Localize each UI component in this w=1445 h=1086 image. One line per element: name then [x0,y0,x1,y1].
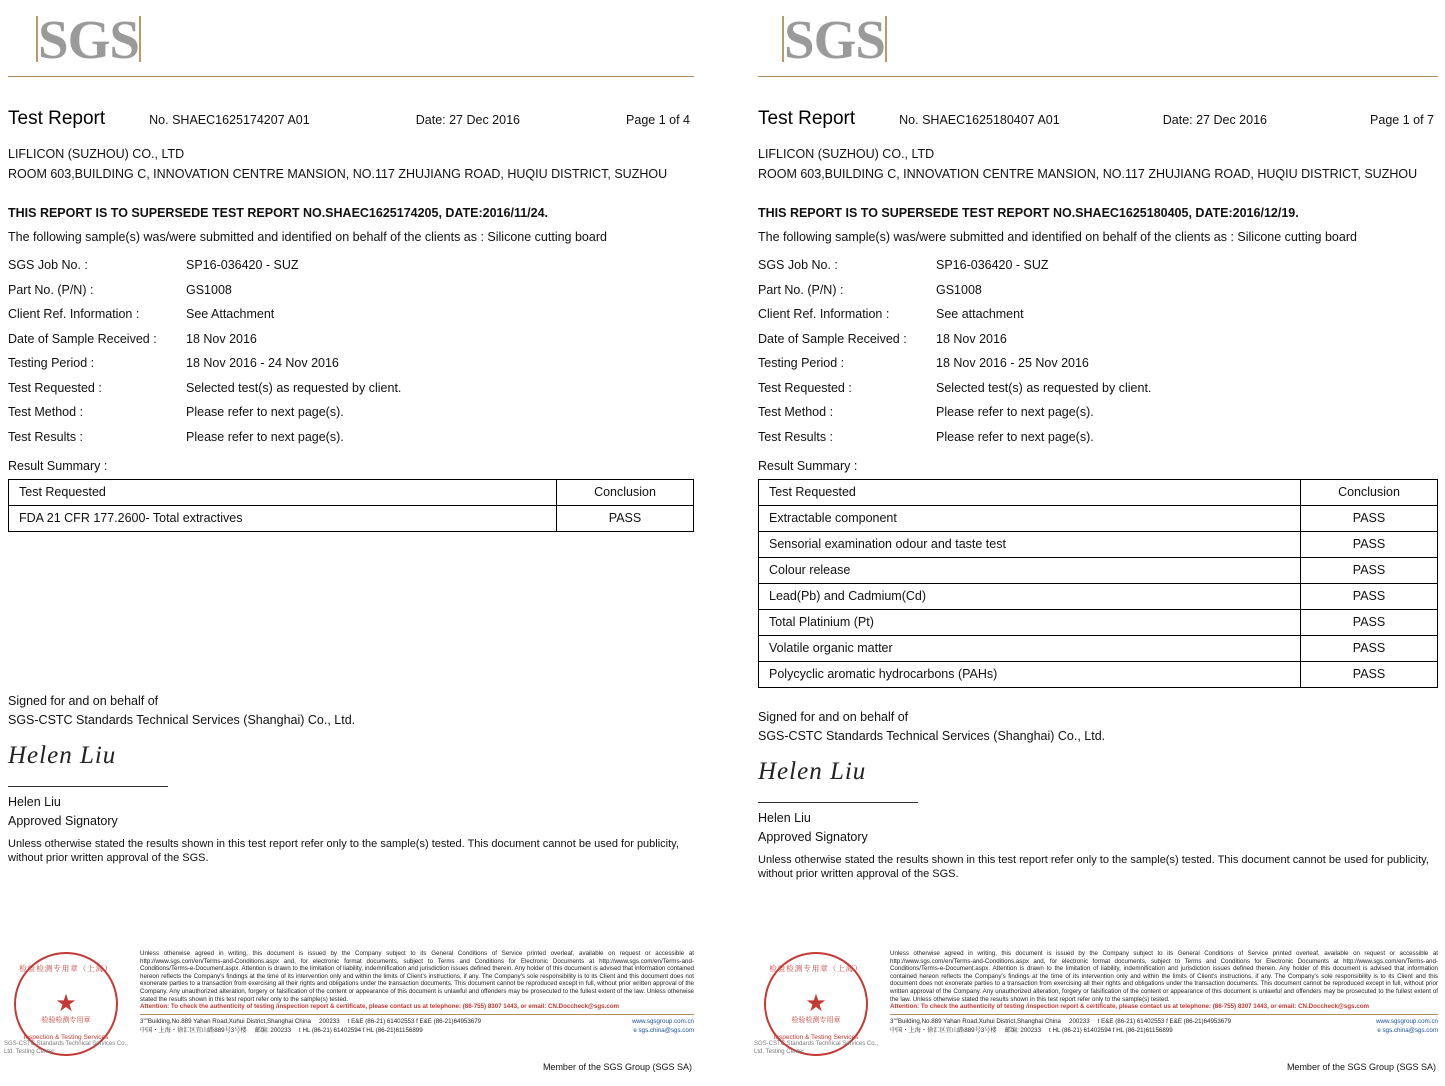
cell-test-requested: Sensorial examination odour and taste test [759,532,1301,558]
info-label: Date of Sample Received : [758,331,907,346]
table-row [759,558,1438,584]
stamp-mid-text: 检验检测专用章 [41,1017,91,1024]
disclaimer-text: Unless otherwise stated the results shown in this test report refer only to the sample(s) tested. This document cannot be used for publicity, without prior written approval of the SGS. [8,838,679,864]
info-row [8,400,694,425]
cell-test-requested: Extractable component [759,506,1301,532]
sgs-logo: SGS [780,10,889,68]
handwritten-signature: Helen Liu [758,758,867,785]
table-row [9,506,694,532]
report-meta [105,113,694,127]
signed-for-label: Signed for and on behalf of [758,710,909,724]
legal-fine-print [886,950,1438,1035]
info-value: See Attachment [186,307,275,321]
table-row [759,610,1438,636]
disclaimer-text: Unless otherwise stated the results shown in this test report refer only to the sample(s) tested. This document cannot be used for publicity, without prior written approval of the SGS. [758,854,1429,880]
signed-entity: SGS-CSTC Standards Technical Services (Shanghai) Co., Ltd. [8,713,356,727]
report-header-row [8,108,694,130]
info-label: Date of Sample Received : [8,331,157,346]
info-value: SP16-036420 - SUZ [186,258,299,272]
footer-address-cn [140,1026,694,1035]
cell-conclusion: PASS [1301,532,1438,558]
info-row [8,327,694,352]
result-summary-table [8,479,694,532]
company-stamp-icon [754,950,886,1055]
result-summary-label: Result Summary : [8,459,108,473]
signature-line [758,802,918,803]
info-row [8,376,694,401]
company-stamp-icon [4,950,136,1055]
legal-fine-print [136,950,694,1035]
report-footer [754,950,1438,1086]
info-value: Selected test(s) as requested by client. [186,380,402,395]
footer-addr-en: 3""Building,No.889 Yahan Road,Xuhui District,Shanghai China [140,1017,311,1025]
info-row [8,425,694,450]
client-block [758,144,1438,184]
report-info-list [758,253,1438,449]
sgs-logo-header [8,10,694,82]
fine-print-body: Unless otherwise agreed in writing, this document is issued by the Company subject to its General Conditions of Service printed overleaf, available on request or accessible at http://www.sgs.com/en/Terms-and-Conditions.aspx and, for electronic format documents, subject to Terms and Conditions for Electronic Documents at http://www.sgs.com/en/Terms-and-Conditions/Terms-e-Document.aspx. Attention is drawn to the limitation of liability, indemnification and jurisdiction issues defined therein. Any holder of this document is advised that information contained hereon reflects the Company's findings at the time of its intervention only and within the limits of Client's instructions, if any. The Company's sole responsibility is to its Client and this document does not exonerate parties to a transaction from exercising all their rights and obligations under the transaction documents. This document cannot be reproduced except in full, without prior written approval of the Company. Any unauthorized alteration, forgery or falsification of the content or appearance of this document is unlawful and offenders may be prosecuted to the fullest extent of the law. Unless otherwise stated the results shown in this test report refer only to the sample(s) tested. [890,950,1438,1003]
info-value: 18 Nov 2016 - 24 Nov 2016 [186,356,339,370]
report-number: No. SHAEC1625174207 A01 [149,113,310,127]
info-value: 18 Nov 2016 [936,331,1007,346]
info-value: Please refer to next page(s). [936,405,1094,419]
signature-block [758,708,1438,746]
cell-conclusion: PASS [557,506,694,532]
footer-member-note: Member of the SGS Group (SGS SA) [1286,1062,1436,1072]
info-label: SGS Job No. : [758,258,838,272]
info-value: Selected test(s) as requested by client. [936,380,1152,395]
info-row [758,302,1438,327]
info-label: Test Method : [8,405,84,419]
info-value: Please refer to next page(s). [936,429,1094,444]
signature-line [8,786,168,787]
footer-addr-cn: 中国・上海・徐汇区宜山路889号3号楼 [140,1026,247,1034]
stamp-top-text: 检验检测专用章（上海） [769,964,863,973]
table-header-row [9,480,694,506]
report-date: Date: 27 Dec 2016 [1162,113,1267,127]
footer-addr-cn: 中国・上海・徐汇区宜山路889号3号楼 [890,1026,997,1034]
info-row [758,351,1438,376]
signed-entity: SGS-CSTC Standards Technical Services (Shanghai) Co., Ltd. [758,729,1106,743]
info-label: Test Requested : [8,380,102,395]
footer-zip-en: 200233 [319,1017,340,1025]
page-number: Page 1 of 4 [626,113,690,127]
stamp-bottom-text: Inspection & Testing Services [773,1034,859,1041]
table-row [759,584,1438,610]
signed-for-label: Signed for and on behalf of [8,694,159,708]
cell-test-requested: Polycyclic aromatic hydrocarbons (PAHs) [759,662,1301,688]
footer-addr-en: 3""Building,No.889 Yahan Road,Xuhui District,Shanghai China [890,1017,1061,1025]
info-row [8,253,694,278]
info-value: 18 Nov 2016 - 25 Nov 2016 [936,356,1089,370]
stamp-edge-text: SGS-CSTC Standards Technical Services Co., Ltd. Testing Center [754,1041,878,1055]
info-label: Test Method : [758,405,834,419]
info-value: GS1008 [936,282,982,297]
table-header-row [759,480,1438,506]
cell-conclusion: PASS [1301,584,1438,610]
info-row [8,351,694,376]
footer-member-note: Member of the SGS Group (SGS SA) [542,1062,692,1072]
cell-test-requested: Total Platinium (Pt) [759,610,1301,636]
cell-conclusion: PASS [1301,506,1438,532]
footer-divider [140,1014,694,1015]
footer-website: www.sgsgroup.com.cn [632,1017,694,1025]
footer-email: e sgs.china@sgs.com [633,1026,694,1034]
info-value: 18 Nov 2016 [186,331,257,346]
report-meta [855,113,1438,127]
signatory-title: Approved Signatory [758,830,868,844]
info-row [8,302,694,327]
footer-tel-cn: t HL (86-21) 61402594 f HL (86-21)61156899 [1049,1026,1173,1034]
report-header-row [758,108,1438,130]
test-report-left [0,0,722,1086]
info-label: Client Ref. Information : [8,307,140,321]
fine-print-attention: Attention: To check the authenticity of testing /inspection report & certificate, please contact us at telephone: (86-755) 8307 1443, or email: CN.Doccheck@sgs.com [890,1003,1370,1011]
footer-zip-cn: 邮编: 200233 [254,1026,292,1034]
info-label: SGS Job No. : [8,258,88,272]
info-label: Test Requested : [758,380,852,395]
supersede-notice: THIS REPORT IS TO SUPERSEDE TEST REPORT NO.SHAEC1625180405, DATE:2016/12/19. [758,206,1299,220]
info-value: GS1008 [186,282,232,297]
footer-zip-cn: 邮编: 200233 [1004,1026,1042,1034]
report-date: Date: 27 Dec 2016 [415,113,520,127]
star-icon: ★ [55,990,77,1017]
footer-tel-en: t E&E (86-21) 61402553 f E&E (86-21)64953679 [1097,1017,1232,1025]
client-block [8,144,694,184]
info-row [758,400,1438,425]
cell-conclusion: PASS [1301,636,1438,662]
cell-conclusion: PASS [1301,610,1438,636]
logo-divider [758,76,1438,77]
sample-description: The following sample(s) was/were submitted and identified on behalf of the clients as : Silicone cutting board [8,230,607,244]
report-number: No. SHAEC1625180407 A01 [899,113,1060,127]
footer-divider [890,1014,1438,1015]
star-icon: ★ [805,990,827,1017]
test-report-right [722,0,1444,1086]
result-summary-label: Result Summary : [758,459,858,473]
signatory-title: Approved Signatory [8,814,118,828]
footer-tel-en: t E&E (86-21) 61402553 f E&E (86-21)64953679 [347,1017,482,1025]
stamp-edge-text: SGS-CSTC Standards Technical Services Co., Ltd. Testing Center [4,1041,128,1055]
stamp-bottom-text: Inspection & Testing Services [23,1034,109,1041]
info-row [8,278,694,303]
client-address: ROOM 603,BUILDING C, INNOVATION CENTRE MANSION, NO.117 ZHUJIANG ROAD, HUQIU DISTRICT, SUZHOU [758,167,1418,181]
column-header-test-requested: Test Requested [9,480,557,506]
info-row [758,278,1438,303]
report-info-list [8,253,694,449]
column-header-conclusion: Conclusion [557,480,694,506]
cell-test-requested: FDA 21 CFR 177.2600- Total extractives [9,506,557,532]
signatory-name: Helen Liu [758,811,811,825]
column-header-conclusion: Conclusion [1301,480,1438,506]
cell-test-requested: Volatile organic matter [759,636,1301,662]
info-value: Please refer to next page(s). [186,429,344,444]
footer-website: www.sgsgroup.com.cn [1376,1017,1438,1025]
signature-block [8,692,694,730]
client-address: ROOM 603,BUILDING C, INNOVATION CENTRE MANSION, NO.117 ZHUJIANG ROAD, HUQIU DISTRICT, SUZHOU [8,167,668,181]
table-row [759,662,1438,688]
table-row [759,636,1438,662]
table-row [759,532,1438,558]
client-company: LIFLICON (SUZHOU) CO., LTD [758,147,935,161]
fine-print-body: Unless otherwise agreed in writing, this document is issued by the Company subject to its General Conditions of Service printed overleaf, available on request or accessible at http://www.sgs.com/en/Terms-and-Conditions.aspx and, for electronic format documents, subject to Terms and Conditions for Electronic Documents at http://www.sgs.com/en/Terms-and-Conditions/Terms-e-Document.aspx. Attention is drawn to the limitation of liability, indemnification and jurisdiction issues defined therein. Any holder of this document is advised that information contained hereon reflects the Company's findings at the time of its intervention only and within the limits of Client's instructions, if any. The Company's sole responsibility is to its Client and this document does not exonerate parties to a transaction from exercising all their rights and obligations under the transaction documents. This document cannot be reproduced except in full, without prior written approval of the Company. Any unauthorized alteration, forgery or falsification of the content or appearance of this document is unlawful and offenders may be prosecuted to the fullest extent of the law. Unless otherwise stated the results shown in this test report refer only to the sample(s) tested. [140,950,694,1003]
stamp-top-text: 检验检测专用章（上海） [19,964,113,973]
table-row [759,506,1438,532]
client-company: LIFLICON (SUZHOU) CO., LTD [8,147,185,161]
info-value: SP16-036420 - SUZ [936,258,1049,272]
info-value: See attachment [936,307,1024,321]
info-label: Test Results : [8,429,84,444]
result-summary-table [758,479,1438,688]
sample-description: The following sample(s) was/were submitted and identified on behalf of the clients as : Silicone cutting board [758,230,1357,244]
cell-test-requested: Colour release [759,558,1301,584]
cell-conclusion: PASS [1301,662,1438,688]
stamp-mid-text: 检验检测专用章 [791,1017,841,1024]
info-label: Testing Period : [758,356,845,370]
cell-conclusion: PASS [1301,558,1438,584]
logo-divider [8,76,694,77]
info-label: Part No. (P/N) : [8,282,94,297]
footer-address-en [890,1017,1438,1026]
page-title: Test Report [758,108,856,129]
sgs-logo-header [758,10,1438,82]
fine-print-attention: Attention: To check the authenticity of testing /inspection report & certificate, please contact us at telephone: (86-755) 8307 1443, or email: CN.Doccheck@sgs.com [140,1003,620,1011]
cell-test-requested: Lead(Pb) and Cadmium(Cd) [759,584,1301,610]
info-label: Testing Period : [8,356,95,370]
info-row [758,327,1438,352]
report-footer [4,950,694,1086]
supersede-notice: THIS REPORT IS TO SUPERSEDE TEST REPORT NO.SHAEC1625174205, DATE:2016/11/24. [8,206,549,220]
info-label: Test Results : [758,429,834,444]
footer-email: e sgs.china@sgs.com [1377,1026,1438,1034]
page-title: Test Report [8,108,106,129]
signatory-name: Helen Liu [8,795,61,809]
info-label: Client Ref. Information : [758,307,890,321]
page-number: Page 1 of 7 [1370,113,1434,127]
handwritten-signature: Helen Liu [8,742,117,769]
column-header-test-requested: Test Requested [759,480,1301,506]
footer-address-en [140,1017,694,1026]
sgs-logo: SGS [34,10,143,68]
info-label: Part No. (P/N) : [758,282,844,297]
footer-address-cn [890,1026,1438,1035]
footer-tel-cn: t HL (86-21) 61402594 f HL (86-21)61156899 [299,1026,423,1034]
info-value: Please refer to next page(s). [186,405,344,419]
info-row [758,376,1438,401]
info-row [758,425,1438,450]
footer-zip-en: 200233 [1069,1017,1090,1025]
info-row [758,253,1438,278]
